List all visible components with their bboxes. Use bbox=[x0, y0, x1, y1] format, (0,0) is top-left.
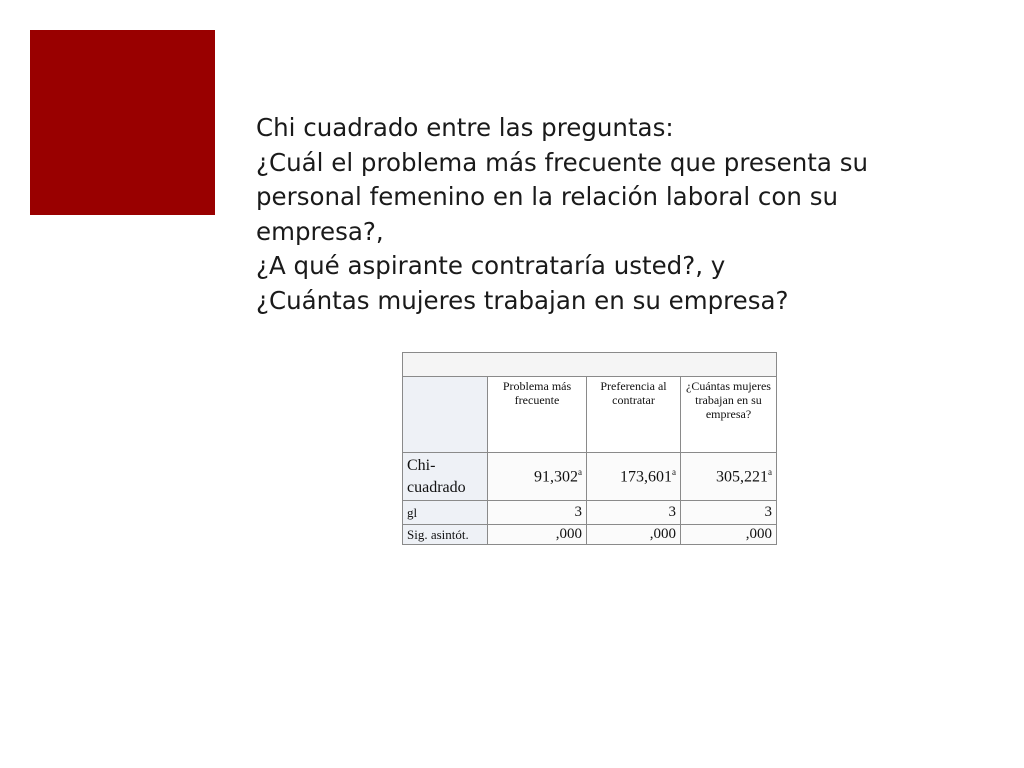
cell-value: ,000 bbox=[488, 525, 587, 545]
table-row bbox=[403, 453, 777, 501]
header-corner bbox=[403, 377, 488, 453]
cell-value: 91,302$^a$ bbox=[488, 453, 587, 501]
header-mujeres: ¿Cuántas mujeres trabajan en su empresa? bbox=[681, 377, 777, 453]
text-line: ¿Cuál el problema más frecuente que presenta su bbox=[256, 147, 868, 177]
cell-value: 3 bbox=[681, 501, 777, 525]
header-preferencia: Preferencia al contratar bbox=[587, 377, 681, 453]
table-row bbox=[403, 501, 777, 525]
slide-text bbox=[256, 111, 996, 318]
table-header-row bbox=[403, 377, 777, 453]
text-line: empresa?, bbox=[256, 216, 384, 246]
chi-square-table bbox=[402, 352, 777, 545]
cell-value: 3 bbox=[488, 501, 587, 525]
table-row bbox=[403, 525, 777, 545]
text-line: ¿Cuántas mujeres trabajan en su empresa? bbox=[256, 285, 789, 315]
cell-value: 305,221$^a$ bbox=[681, 453, 777, 501]
cell-value: ,000 bbox=[681, 525, 777, 545]
cell-value: 3 bbox=[587, 501, 681, 525]
cell-value: 173,601$^a$ bbox=[587, 453, 681, 501]
header-problema: Problema más frecuente bbox=[488, 377, 587, 453]
row-label-chi: Chi-cuadrado bbox=[403, 453, 488, 501]
cell-value: ,000 bbox=[587, 525, 681, 545]
row-label-sig: Sig. asintót. bbox=[403, 525, 488, 545]
text-line: personal femenino en la relación laboral con su bbox=[256, 182, 838, 211]
red-accent-square bbox=[30, 30, 215, 215]
text-line: Chi cuadrado entre las preguntas: bbox=[256, 113, 674, 142]
table-title-row bbox=[403, 353, 777, 377]
row-label-gl: gl bbox=[403, 501, 488, 525]
text-line: ¿A qué aspirante contrataría usted?, y bbox=[256, 251, 726, 280]
table-title-cell bbox=[403, 353, 777, 377]
